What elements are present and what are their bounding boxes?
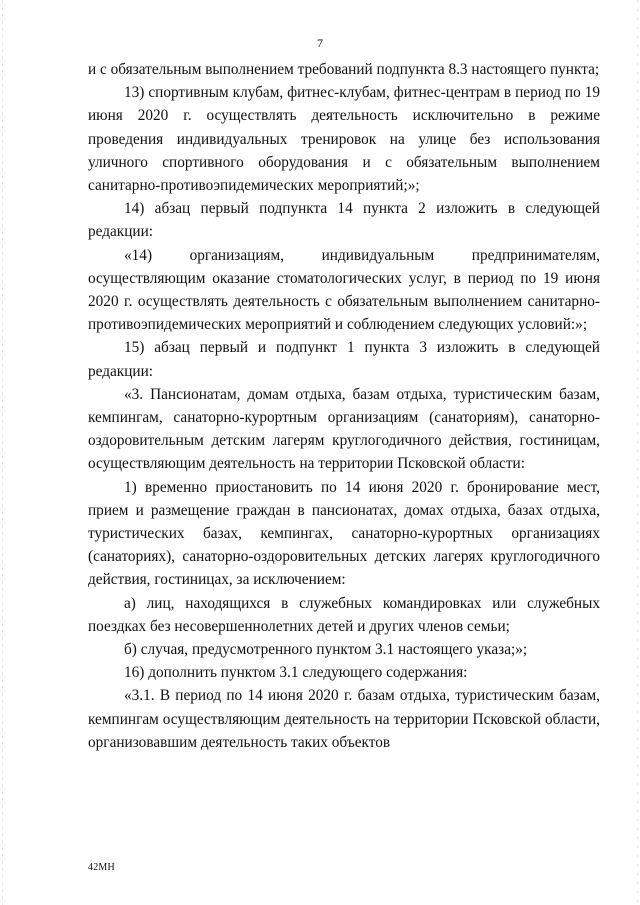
paragraph-item-16: 16) дополнить пунктом 3.1 следующего содержания: bbox=[124, 664, 468, 682]
scan-edge-right bbox=[637, 0, 638, 905]
page-number: 7 bbox=[317, 36, 323, 50]
paragraph-item-14: 14) абзац первый подпункта 14 пункта 2 изложить в следующей редакции: bbox=[88, 200, 600, 241]
paragraph-quote-3: «3. Пансионатам, домам отдыха, базам отдыха, туристическим базам, кемпингам, санаторно-курортным организациям (санаториям), санаторно-оздоровительным детским лагерям круглогодичного действия, гостиницам, осуществляющим деятельность на территории Псковской области: bbox=[88, 385, 600, 473]
paragraph-item-13: 13) спортивным клубам, фитнес-клубам, фитнес-центрам в период по 19 июня 2020 г. осуществлять деятельность исключительно в режиме проведения индивидуальных тренировок на улице без использования уличного спортивного оборудования и с обязательным выполнением санитарно-противоэпидемических мероприятий;»; bbox=[88, 84, 600, 195]
paragraph-subitem-b: б) случая, предусмотренного пунктом 3.1 настоящего указа;»; bbox=[124, 641, 528, 659]
paragraph-subitem-a: а) лиц, находящихся в служебных командировках или служебных поездках без несовершеннолетних детей и других членов семьи; bbox=[88, 594, 600, 635]
paragraph-item-15: 15) абзац первый и подпункт 1 пункта 3 изложить в следующей редакции: bbox=[88, 339, 600, 380]
footer-document-code: 42МН bbox=[88, 862, 115, 873]
scan-edge-left bbox=[2, 0, 3, 905]
paragraph-subitem-1: 1) временно приостановить по 14 июня 2020 г. бронирование мест, прием и размещение граждан в пансионатах, домах отдыха, базах отдыха, туристических базах, кемпингах, санаторно-курортных организациях (санаториях), санаторно-оздоровительных детских лагерях круглогодичного действия, гостиницах, за исключением: bbox=[88, 478, 600, 589]
paragraph-continuation: и с обязательным выполнением требований подпункта 8.3 настоящего пункта; bbox=[88, 61, 600, 78]
paragraph-quote-14: «14) организациям, индивидуальным предпринимателям, осуществляющим оказание стоматологических услуг, в период по 19 июня 2020 г. осуществлять деятельность с обязательным выполнением санитарно-противоэпидемических мероприятий и соблюдением следующих условий:»; bbox=[88, 246, 600, 334]
document-body bbox=[88, 58, 600, 754]
paragraph-quote-3-1: «3.1. В период по 14 июня 2020 г. базам отдыха, туристическим базам, кемпингам осуществляющим деятельность на территории Псковской области, организовавшим деятельность таких объектов bbox=[88, 687, 600, 751]
